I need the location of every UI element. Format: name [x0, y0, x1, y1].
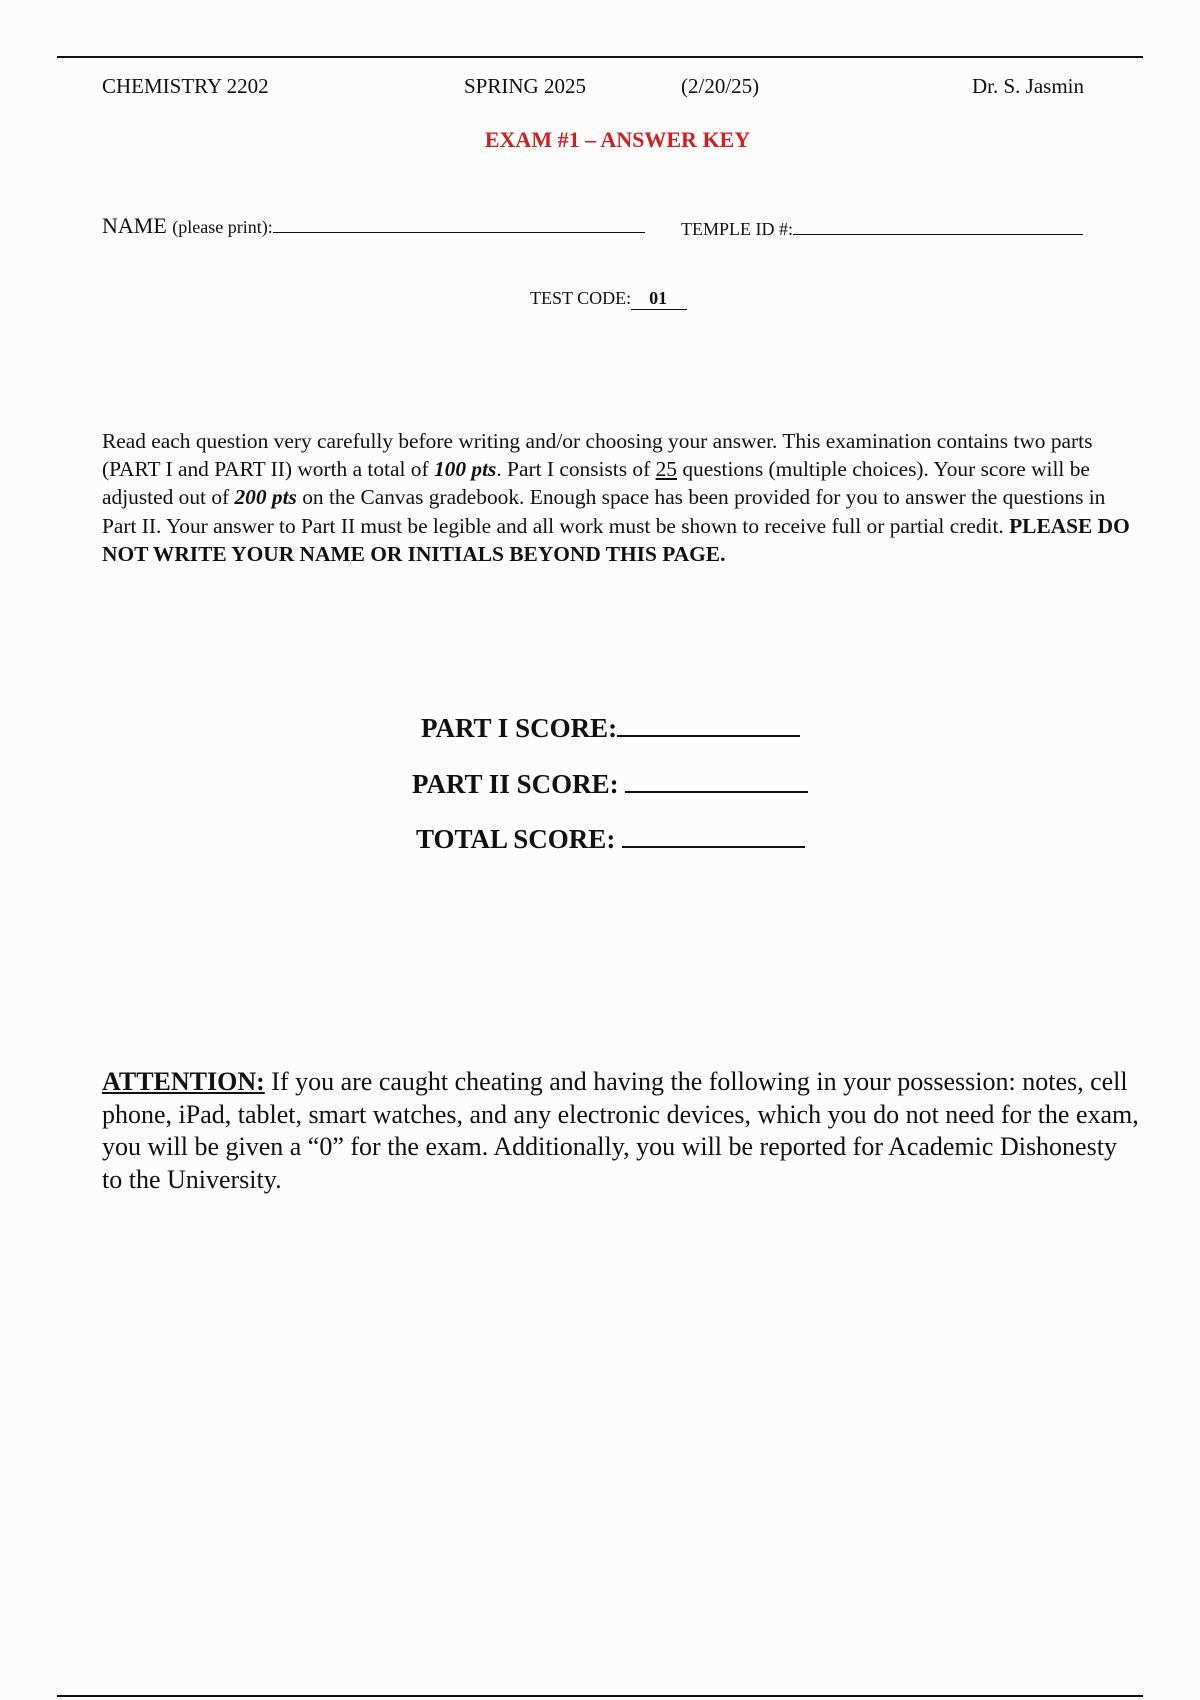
instructions-text-2: . Part I consists of [496, 457, 656, 482]
attention-notice [102, 1066, 1142, 1196]
part1-score [421, 713, 800, 744]
instructions-text-3: questions (multiple choices). Your score will be adjusted out of [102, 457, 1090, 510]
test-code-value: 01 [631, 288, 687, 310]
total-score-label: TOTAL SCORE: [416, 824, 623, 854]
part1-score-label: PART I SCORE: [421, 713, 618, 743]
top-rule [57, 56, 1143, 58]
instructions-paragraph [102, 427, 1137, 568]
instructions-text-1: Read each question very carefully before writing and/or choosing your answer. This examination contains two parts (PART I and PART II) worth a total of [102, 429, 1093, 482]
temple-id-label: TEMPLE ID #: [681, 219, 793, 239]
course-name: CHEMISTRY 2202 [102, 74, 269, 98]
part2-score [412, 769, 808, 800]
name-warning: PLEASE DO NOT WRITE YOUR NAME OR INITIALS BEYOND THIS PAGE. [102, 513, 1130, 566]
part2-score-blank[interactable] [625, 769, 808, 793]
temple-id-blank[interactable] [793, 216, 1083, 235]
total-score-blank[interactable] [622, 824, 805, 848]
name-field [102, 213, 645, 239]
exam-date: (2/20/25) [681, 74, 760, 98]
name-blank[interactable] [273, 214, 645, 233]
test-code [530, 288, 687, 310]
name-hint: (please print): [172, 217, 273, 237]
part2-score-label: PART II SCORE: [412, 769, 626, 799]
attention-label: ATTENTION: [102, 1067, 265, 1096]
part1-score-blank[interactable] [617, 713, 800, 737]
instructions-text-4: on the Canvas gradebook. Enough space has been provided for you to answer the questions in Part II. Your answer to Part II must be legible and all work must be shown to receive full or partial credit. [102, 485, 1106, 538]
temple-id-field [681, 216, 1083, 240]
instructor: Dr. S. Jasmin [972, 74, 1085, 98]
adjusted-points: 200 pts [234, 485, 297, 510]
test-code-label: TEST CODE: [530, 288, 632, 308]
term: SPRING 2025 [464, 74, 586, 98]
question-count: 25 [655, 457, 677, 482]
total-points: 100 pts [433, 457, 497, 482]
bottom-rule [57, 1695, 1143, 1697]
exam-title: EXAM #1 – ANSWER KEY [484, 127, 751, 152]
total-score [416, 824, 805, 855]
name-label: NAME [102, 213, 167, 238]
attention-text: If you are caught cheating and having the following in your possession: notes, cell phone, iPad, tablet, smart watches, and any electronic devices, which you do not need for the exam, you will be given a “0” for the exam. Additionally, you will be reported for Academic Dishonesty to the University. [102, 1067, 1139, 1194]
